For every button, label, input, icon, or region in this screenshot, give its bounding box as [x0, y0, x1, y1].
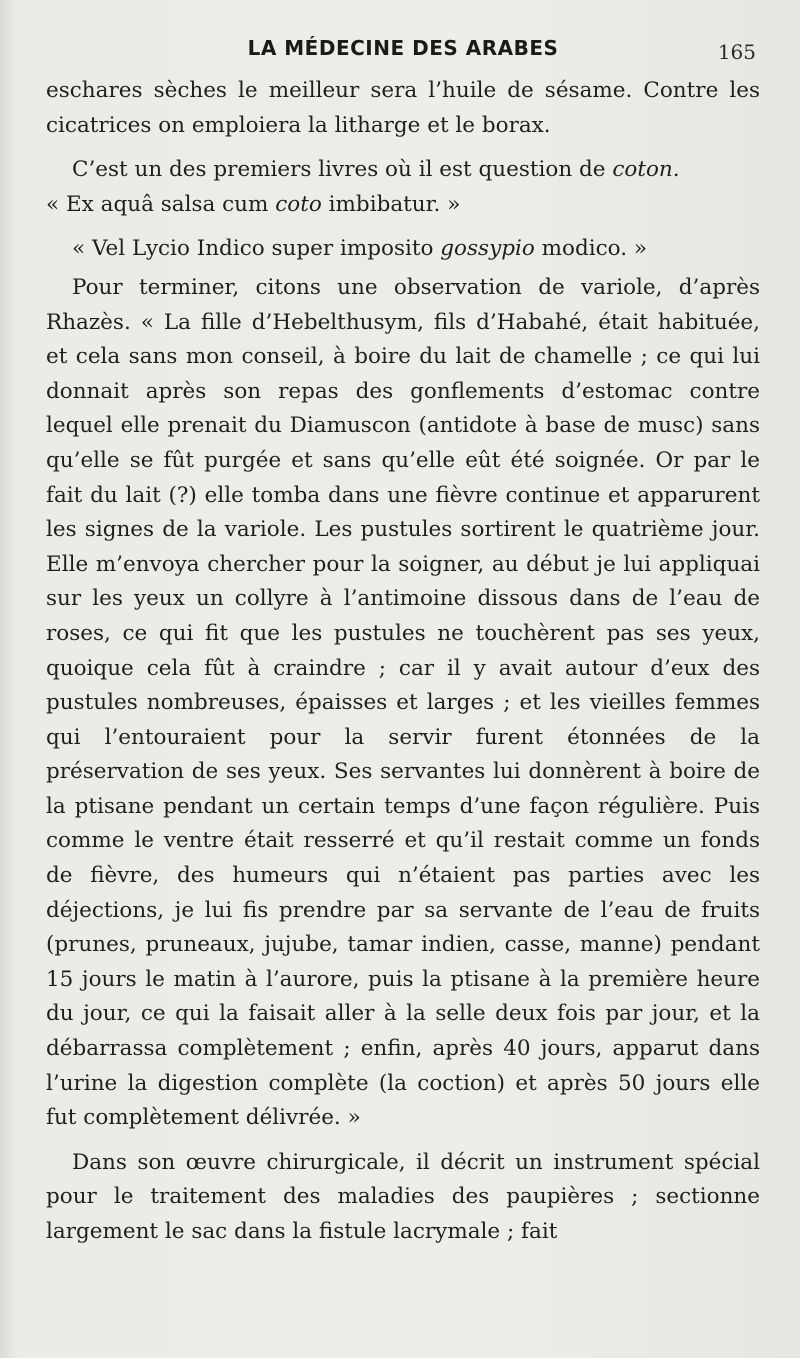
quote-2-end: modico. »: [534, 236, 648, 262]
italic-word-gossypio: gossypio: [440, 236, 535, 262]
quote-1-start: « Ex aquâ salsa cum: [46, 191, 276, 217]
running-head: [46, 34, 760, 74]
paragraph-coton-text: C’est un des premiers livres où il est question de: [72, 157, 613, 183]
quote-line-1: [46, 188, 760, 223]
paragraph-coton: [46, 153, 760, 188]
italic-word-coton: coton.: [612, 157, 680, 183]
running-title: LA MÉDECINE DES ARABES: [247, 36, 559, 60]
body-text: [46, 74, 760, 1250]
paragraph-variole: Pour terminer, citons une observation de variole, d’après Rhazès. « La fille d’Hebelthusym, fils d’Habahé, était habituée, et cela sans mon conseil, à boire du lait de chamelle ; ce qui lui donnait après son repas des gonflements d’estomac contre lequel elle prenait du Diamuscon (antidote à base de musc) sans qu’elle se fût purgée et sans qu’elle eût été soignée. Or par le fait du lait (?) elle tomba dans une fièvre continue et apparurent les signes de la variole. Les pustules sortirent le quatrième jour. Elle m’envoya chercher pour la soigner, au début je lui appliquai sur les yeux un collyre à l’antimoine dissous dans de l’eau de roses, ce qui fit que les pustules ne touchèrent pas ses yeux, quoique cela fût à craindre ; car il y avait autour d’eux des pustules nombreuses, épaisses et larges ; et les vieilles femmes qui l’entouraient pour la servir furent étonnées de la préservation de ses yeux. Ses servantes lui donnèrent à boire de la ptisane pendant un certain temps d’une façon régulière. Puis comme le ventre était resserré et qu’il restait comme un fonds de fièvre, des humeurs qui n’étaient pas parties avec les déjections, je lui fis prendre par sa servante de l’eau de fruits (prunes, pruneaux, jujube, tamar indien, casse, manne) pendant 15 jours le matin à l’aurore, puis la ptisane à la première heure du jour, ce qui la faisait aller à la selle deux fois par jour, et la débarrassa complètement ; enfin, après 40 jours, apparut dans l’urine la digestion complète (la coction) et après 50 jours elle fut complètement délivrée. »: [46, 274, 760, 1131]
paragraph-continuation: eschares sèches le meilleur sera l’huile de sésame. Contre les cicatrices on emploiera la litharge et le borax.: [46, 78, 760, 138]
quote-line-2: [46, 232, 760, 267]
paragraph-chirurgie: Dans son œuvre chirurgicale, il décrit un instrument spécial pour le traitement des maladies des paupières ; sectionne largement le sac dans la fistule lacrymale ; fait: [46, 1149, 760, 1244]
quote-2-start: « Vel Lycio Indico super imposito: [72, 236, 441, 262]
quote-1-end: imbibatur. »: [321, 191, 461, 217]
italic-word-coto: coto: [275, 191, 322, 217]
page-number: 165: [717, 40, 756, 64]
